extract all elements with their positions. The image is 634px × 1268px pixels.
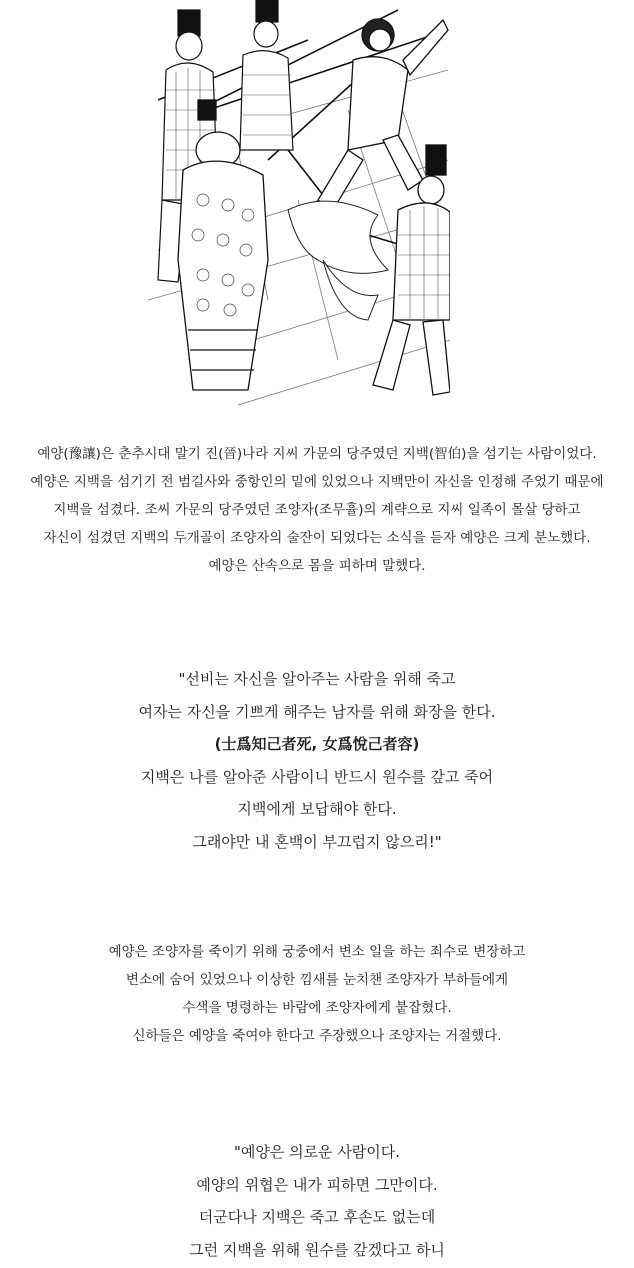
story-line: 신하들은 예양을 죽여야 한다고 주장했으나 조양자는 거절했다. bbox=[132, 1028, 502, 1044]
quote-paragraph-2 bbox=[0, 1136, 634, 1266]
intro-paragraph bbox=[0, 440, 634, 580]
intro-line: 자신이 섬겼던 지백의 두개골이 조양자의 술잔이 되었다는 소식을 듣자 예양은 크게 분노했다. bbox=[43, 530, 591, 546]
story-line: 예양은 조양자를 죽이기 위해 궁중에서 변소 일을 하는 죄수로 변장하고 bbox=[108, 944, 526, 960]
quote-line: 예양의 위협은 내가 피하면 그만이다. bbox=[196, 1175, 438, 1194]
quote-hanja-line: (士爲知己者死, 女爲悅己者容) bbox=[214, 735, 420, 753]
illustration bbox=[148, 0, 450, 408]
intro-line: 예양은 산속으로 몸을 피하며 말했다. bbox=[208, 558, 426, 574]
intro-line: 지백을 섬겼다. 조씨 가문의 당주였던 조양자(조무휼)의 계략으로 지씨 일족이 몰살 당하고 bbox=[53, 502, 581, 518]
intro-line: 예양(豫讓)은 춘추시대 말기 진(晉)나라 지씨 가문의 당주였던 지백(智伯)을 섬기는 사람이었다. bbox=[37, 446, 597, 462]
intro-line: 예양은 지백을 섬기기 전 범길사와 중항인의 밑에 있었으나 지백만이 자신을 인정해 주었기 때문에 bbox=[30, 474, 604, 490]
quote-paragraph-1 bbox=[0, 663, 634, 858]
quote-line: 여자는 자신을 기쁘게 해주는 남자를 위해 화장을 한다. bbox=[138, 702, 496, 721]
quote-line: 그런 지백을 위해 원수를 갚겠다고 하니 bbox=[189, 1240, 445, 1259]
story-line: 변소에 숨어 있었으나 이상한 낌새를 눈치챈 조양자가 부하들에게 bbox=[125, 972, 509, 988]
quote-line: "예양은 의로운 사람이다. bbox=[233, 1143, 401, 1161]
story-paragraph bbox=[0, 938, 634, 1050]
quote-line: 더군다나 지백은 죽고 후손도 없는데 bbox=[198, 1208, 436, 1226]
quote-line: 지백은 나를 알아준 사람이니 반드시 원수를 갚고 죽어 bbox=[140, 767, 494, 786]
story-line: 수색을 명령하는 바람에 조양자에게 붙잡혔다. bbox=[182, 1000, 452, 1016]
manga-illustration-svg bbox=[148, 0, 450, 408]
quote-line: 지백에게 보답해야 한다. bbox=[237, 800, 397, 818]
quote-line: "선비는 자신을 알아주는 사람을 위해 죽고 bbox=[178, 670, 456, 688]
quote-line: 그래야만 내 혼백이 부끄럽지 않으리!" bbox=[192, 832, 442, 851]
